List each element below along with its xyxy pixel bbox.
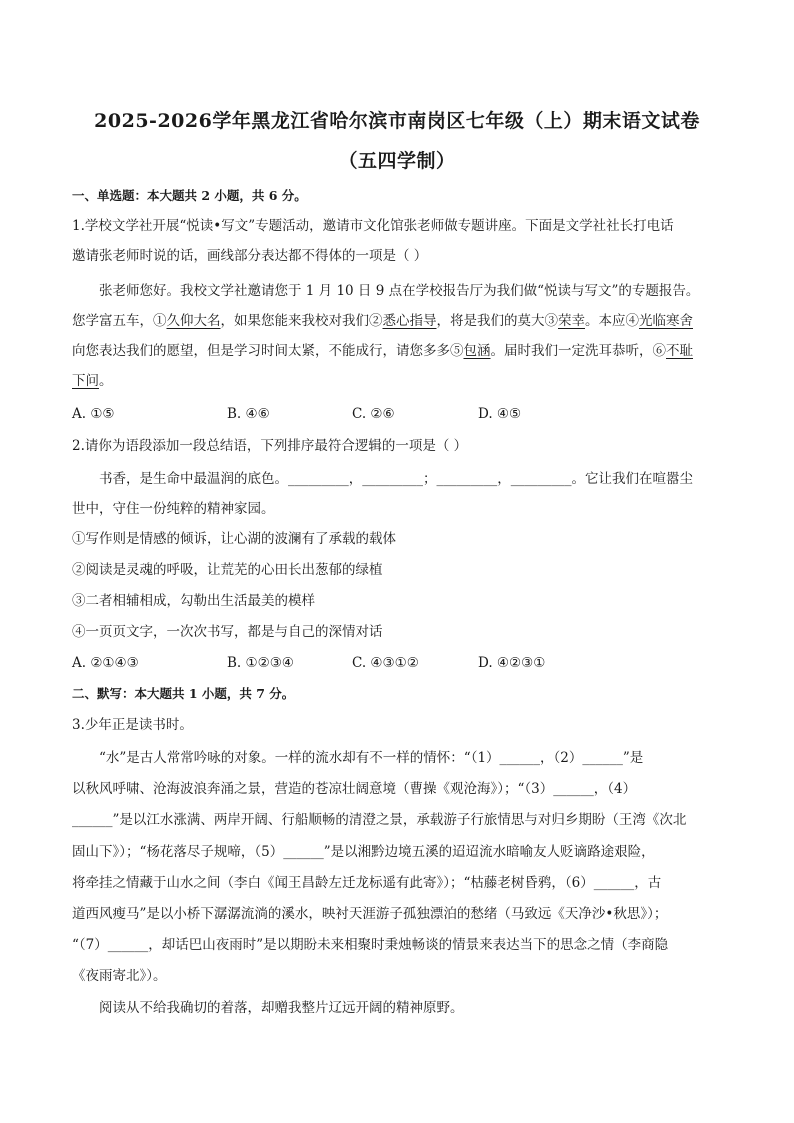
- q2-option-d[interactable]: D. ④②③①: [478, 655, 546, 671]
- q3-line-2: 以秋风呼啸、沧海波浪奔涌之景，营造的苍凉壮阔意境（曹操《观沧海》）；“（3）______，（4）: [72, 781, 637, 797]
- q2-item-2: ②阅读是灵魂的呼吸，让荒芜的心田长出葱郁的绿植: [72, 562, 383, 578]
- q1-underlined-phrase-6a: 不耻: [666, 343, 693, 359]
- q3-line-5: 将牵挂之情藏于山水之间（李白《闻王昌龄左迁龙标遥有此寄》）；“枯藤老树昏鸦，（6）______，古: [72, 875, 662, 891]
- q1-stem-line2: 邀请张老师时说的话，画线部分表达都不得体的一项是（ ）: [72, 248, 428, 264]
- q2-item-4: ④一页页文字，一次次书写，都是与自己的深情对话: [72, 624, 383, 640]
- q1-underlined-phrase-1: 久仰大名: [166, 313, 221, 329]
- q2-item-3: ③二者相辅相成，勾勒出生活最美的模样: [72, 593, 315, 609]
- q3-line-8: 《夜雨寄北》）。: [72, 968, 167, 984]
- q1-passage-text: 您学富五车，①: [72, 313, 167, 329]
- q3-line-3: ______”是以江水涨满、两岸开阔、行船顺畅的清澄之景，承载游子行旅情思与对归乡期盼（王湾《次北: [72, 812, 687, 828]
- q1-passage-text: 。届时我们一定洗耳恭听，⑥: [490, 343, 666, 359]
- q1-passage-text: 。: [99, 373, 113, 389]
- q3-line-6: 道西风瘦马”是以小桥下潺潺流淌的溪水，映衬天涯游子孤独漂泊的愁绪（马致远《天净沙•秋思》）；: [72, 906, 668, 922]
- q1-passage-text: ，如果您能来我校对我们②: [220, 313, 383, 329]
- q2-passage-line2: 世中，守住一份纯粹的精神家园。: [72, 501, 275, 517]
- q1-passage-line1: 张老师您好。我校文学社邀请您于 1 月 10 日 9 点在学校报告厅为我们做“悦读与写文”的专题报告。: [99, 283, 700, 299]
- q3-line-7: “（7）______，却话巴山夜雨时”是以期盼未来相聚时秉烛畅谈的情景来表达当下的思念之情（李商隐: [72, 937, 669, 953]
- q2-item-1: ①写作则是情感的倾诉，让心湖的波澜有了承载的载体: [72, 531, 396, 547]
- q3-closing: 阅读从不给我确切的着落，却赠我整片辽远开阔的精神原野。: [99, 1000, 464, 1016]
- exam-subtitle: （五四学制）: [338, 150, 456, 172]
- q1-passage-line2: [72, 311, 724, 331]
- q1-passage-text: 。本应④: [585, 313, 639, 329]
- q1-passage-line3: [72, 341, 724, 361]
- q1-passage-text: ，将是我们的莫大③: [436, 313, 558, 329]
- q2-option-c[interactable]: C. ④③①②: [352, 655, 419, 671]
- q1-underlined-phrase-4: 光临寒舍: [639, 313, 693, 329]
- q2-option-a[interactable]: A. ②①④③: [72, 655, 139, 671]
- q1-underlined-phrase-6b: 下问: [72, 373, 99, 389]
- q2-passage-line1: 书香，是生命中最温润的底色。_________，_________；_________，_________。它让我们在喧嚣尘: [99, 471, 693, 487]
- section-1-heading: 一、单选题：本大题共 2 小题，共 6 分。: [72, 188, 307, 203]
- q3-stem: 3.少年正是读书时。: [72, 717, 193, 733]
- q1-option-a[interactable]: A. ①⑤: [72, 406, 115, 422]
- exam-title: 2025-2026学年黑龙江省哈尔滨市南岗区七年级（上）期末语文试卷: [94, 110, 700, 132]
- q3-line-4: 固山下》）；“杨花落尽子规啼，（5）______”是以湘黔边境五溪的迢迢流水暗喻友人贬谪路途艰险，: [72, 844, 655, 860]
- q1-passage-text: 向您表达我们的愿望，但是学习时间太紧，不能成行，请您多多⑤: [72, 343, 464, 359]
- q1-stem-line1: 1.学校文学社开展“悦读•写文”专题活动，邀请市文化馆张老师做专题讲座。下面是文学社社长打电话: [72, 218, 674, 234]
- q2-stem: 2.请你为语段添加一段总结语，下列排序最符合逻辑的一项是（ ）: [72, 438, 468, 454]
- q2-option-b[interactable]: B. ①②③④: [227, 655, 294, 671]
- q1-option-d[interactable]: D. ④⑤: [478, 406, 522, 422]
- q1-underlined-phrase-3: 荣幸: [558, 313, 585, 329]
- q1-underlined-phrase-2: 悉心指导: [382, 313, 437, 329]
- q1-option-b[interactable]: B. ④⑥: [227, 406, 270, 422]
- q1-underlined-phrase-5: 包涵: [463, 343, 491, 359]
- q1-option-c[interactable]: C. ②⑥: [352, 406, 395, 422]
- q3-line-1: “水”是古人常常吟咏的对象。一样的流水却有不一样的情怀：“（1）______，（2）______”是: [99, 750, 644, 766]
- section-2-heading: 二、默写：本大题共 1 小题，共 7 分。: [72, 686, 295, 701]
- q1-passage-line4: [72, 371, 724, 391]
